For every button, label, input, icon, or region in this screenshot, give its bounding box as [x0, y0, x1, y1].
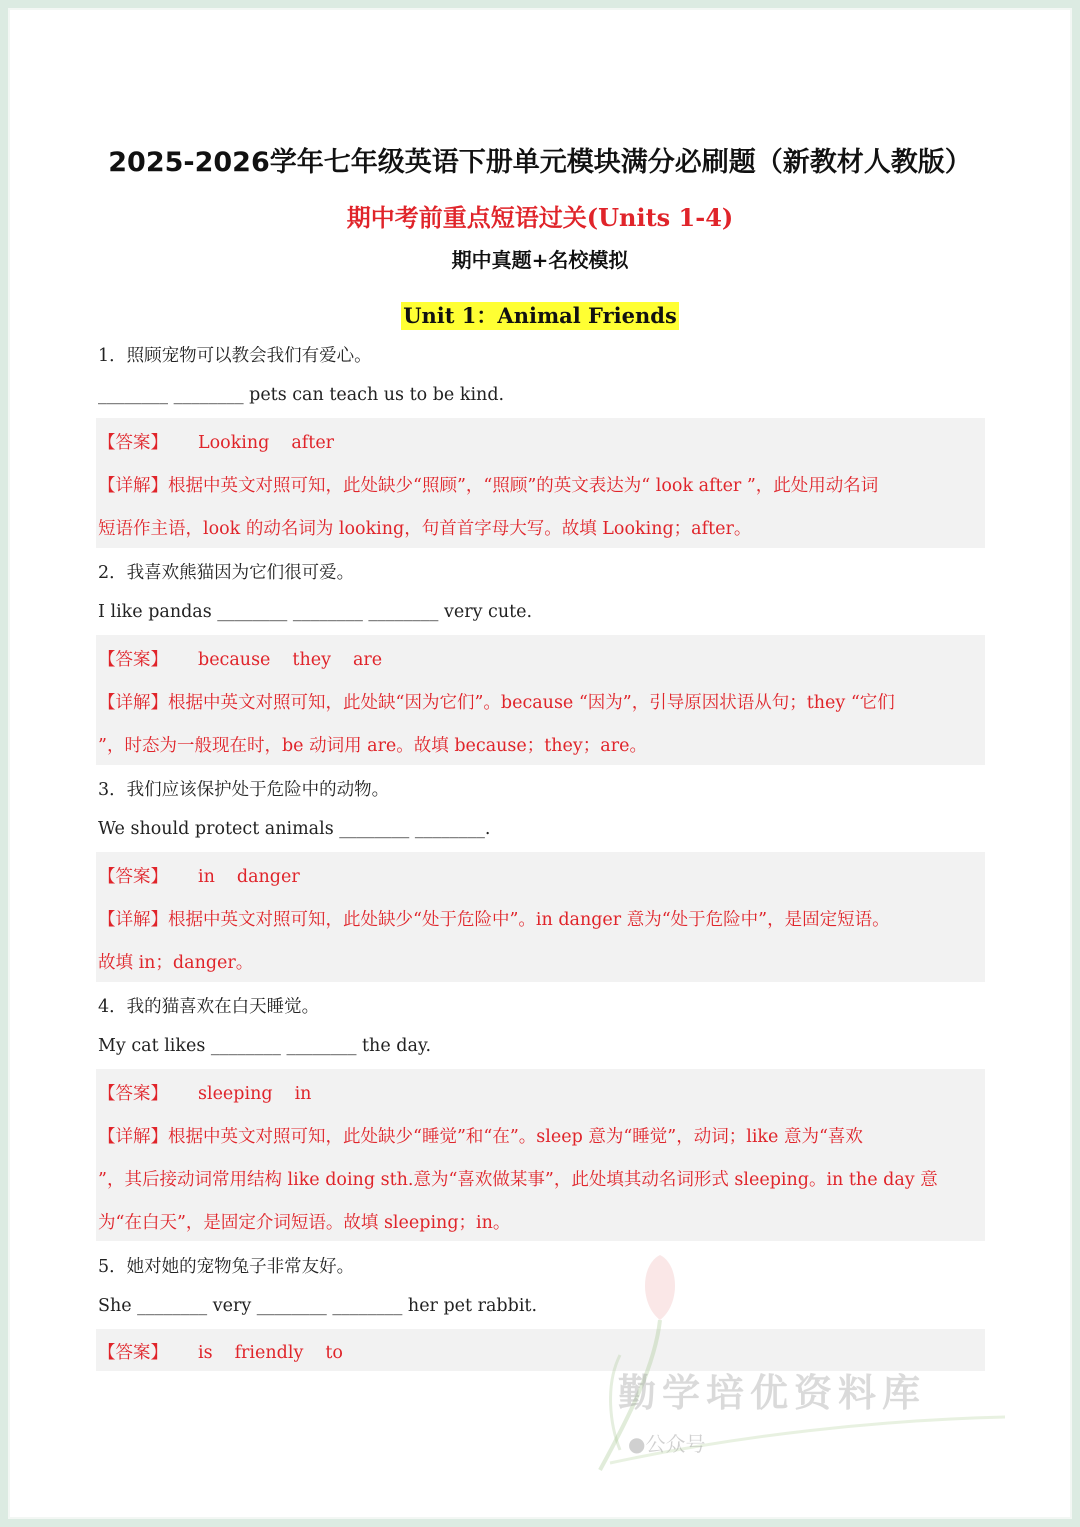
answer-line — [98, 646, 382, 671]
answer-line — [98, 1080, 311, 1105]
explain-text: 根据中英文对照可知，此处缺“因为它们”。because “因为”，引导原因状语从句；they “它们 — [168, 693, 895, 713]
unit-heading: Unit 1：Animal Friends — [403, 303, 677, 328]
answer-line — [98, 1339, 343, 1364]
answer-label: 【答案】 — [98, 433, 168, 453]
answer-word: they — [292, 650, 331, 670]
answer-word: in — [198, 867, 215, 887]
explain-label: 【详解】 — [98, 693, 168, 713]
explain-text: 根据中英文对照可知，此处缺少“处于危险中”。in danger 意为“处于危险中”，是固定短语。 — [168, 910, 890, 930]
answer-label: 【答案】 — [98, 867, 168, 887]
answer-word: in — [294, 1084, 312, 1104]
answer-label: 【答案】 — [98, 650, 168, 670]
answer-box — [96, 1069, 985, 1241]
explain-text: 根据中英文对照可知，此处缺少“睡觉”和“在”。sleep 意为“睡觉”，动词；like 意为“喜欢 — [168, 1127, 863, 1147]
answer-word: friendly — [234, 1343, 304, 1363]
explain-text: 根据中英文对照可知，此处缺少“照顾”，“照顾”的英文表达为“ look after ”，此处用动名词 — [168, 476, 879, 496]
document-subtitle-secondary: 期中真题+名校模拟 — [451, 248, 629, 272]
document-title: 2025-2026学年七年级英语下册单元模块满分必刷题（新教材人教版） — [108, 147, 972, 178]
question-sentence: My cat likes ________ ________ the day. — [98, 1036, 432, 1056]
explain-line — [98, 472, 878, 497]
document-subtitle: 期中考前重点短语过关(Units 1-4) — [346, 203, 734, 232]
explain-label: 【详解】 — [98, 910, 168, 930]
answer-box — [96, 635, 985, 765]
explain-label: 【详解】 — [98, 1127, 168, 1147]
question-prompt: 2．我喜欢熊猫因为它们很可爱。 — [98, 563, 355, 583]
explain-label: 【详解】 — [98, 476, 168, 496]
explain-line: ”，时态为一般现在时，be 动词用 are。故填 because；they；are。 — [98, 736, 647, 756]
unit-heading-wrap — [0, 302, 1080, 330]
answer-word: sleeping — [198, 1084, 273, 1104]
question-prompt: 4．我的猫喜欢在白天睡觉。 — [98, 997, 320, 1017]
question-sentence: I like pandas ________ ________ ________ very cute. — [98, 602, 533, 622]
answer-word: after — [291, 433, 335, 453]
question-sentence: She ________ very ________ ________ her pet rabbit. — [98, 1296, 538, 1316]
answer-word: is — [198, 1343, 213, 1363]
answer-box — [96, 852, 985, 982]
answer-line — [98, 429, 334, 454]
answer-word: because — [198, 650, 271, 670]
explain-line: ”，其后接动词常用结构 like doing sth.意为“喜欢做某事”，此处填其动名词形式 sleeping。in the day 意 — [98, 1170, 938, 1190]
question-sentence: We should protect animals ________ ________. — [98, 819, 491, 839]
explain-line: 为“在白天”，是固定介词短语。故填 sleeping；in。 — [98, 1213, 511, 1233]
explain-line — [98, 689, 895, 714]
answer-word: Looking — [198, 433, 270, 453]
answer-label: 【答案】 — [98, 1084, 168, 1104]
explain-line — [98, 906, 890, 931]
answer-label: 【答案】 — [98, 1343, 168, 1363]
question-prompt: 1．照顾宠物可以教会我们有爱心。 — [98, 346, 372, 366]
answer-line — [98, 863, 300, 888]
wechat-icon: ● — [628, 1432, 646, 1456]
watermark-subtext: ●公众号 — [628, 1432, 706, 1456]
watermark-text: 勤学培优资料库 — [618, 1371, 927, 1415]
explain-line: 故填 in；danger。 — [98, 953, 254, 973]
question-prompt: 5．她对她的宠物兔子非常友好。 — [98, 1257, 355, 1277]
answer-word: danger — [236, 867, 300, 887]
answer-word: to — [325, 1343, 343, 1363]
question-prompt: 3．我们应该保护处于危险中的动物。 — [98, 780, 390, 800]
answer-word: are — [352, 650, 383, 670]
explain-line — [98, 1123, 863, 1148]
question-sentence: ________ ________ pets can teach us to be kind. — [98, 385, 505, 405]
answer-box — [96, 418, 985, 548]
explain-line: 短语作主语，look 的动名词为 looking，句首首字母大写。故填 Looking；after。 — [98, 519, 752, 539]
